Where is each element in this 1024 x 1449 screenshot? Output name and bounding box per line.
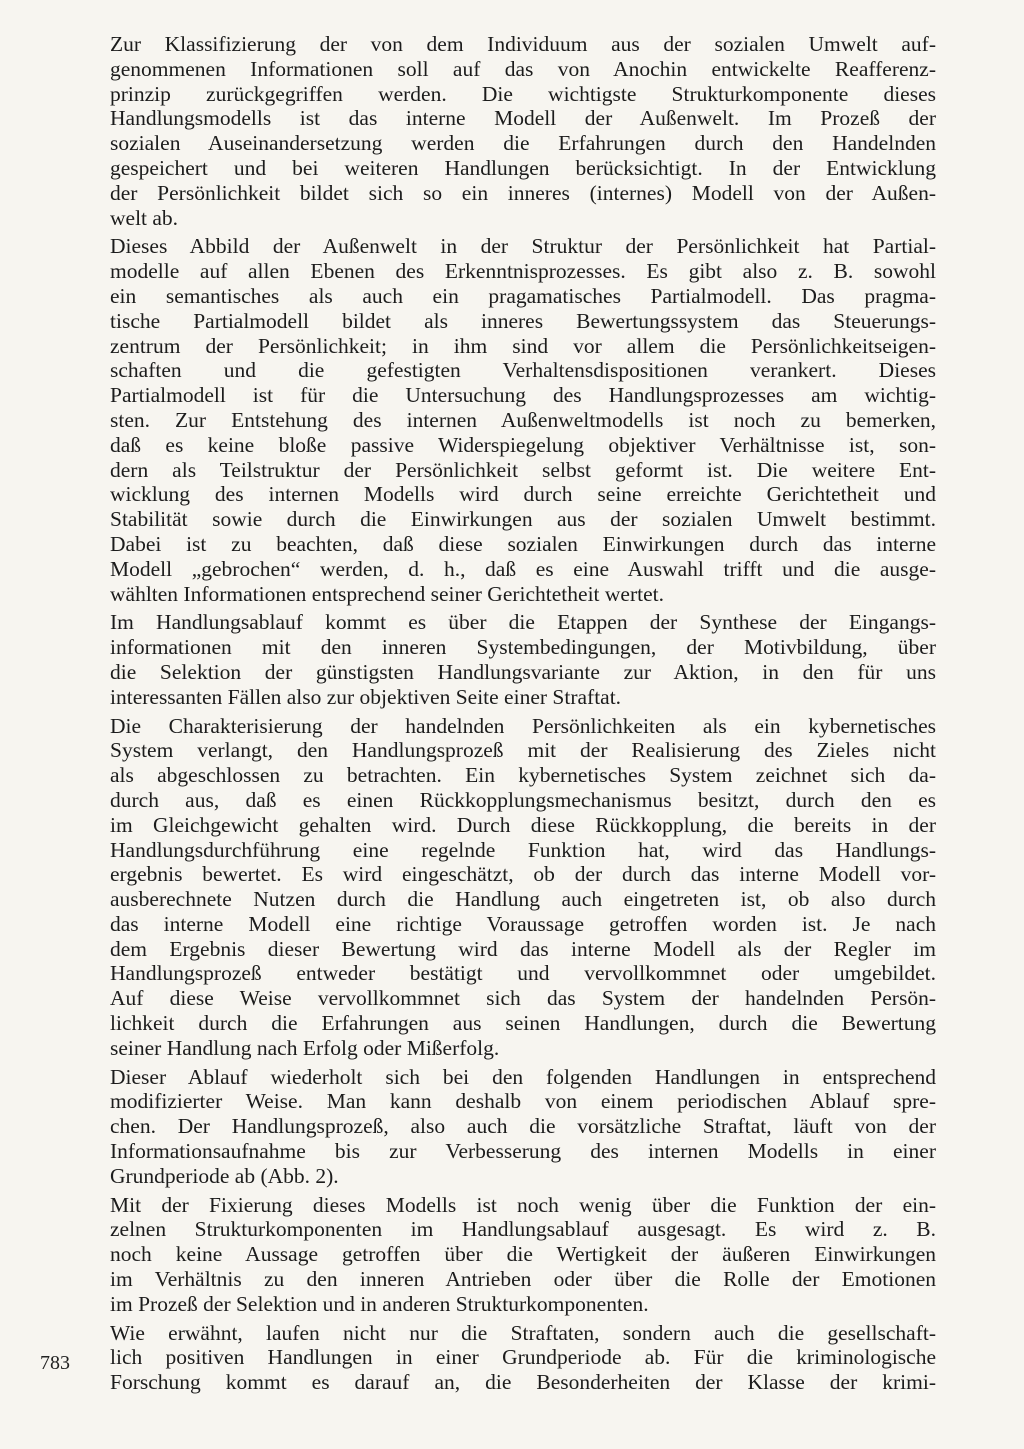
text-line: im Gleichgewicht gehalten wird. Durch diese Rückkopplung, die bereits in der — [110, 812, 936, 837]
text-line: als abgeschlossen zu betrachten. Ein kybernetisches System zeichnet sich da- — [110, 763, 936, 788]
text-line: im Prozeß der Selektion und in anderen Strukturkomponenten. — [110, 1291, 649, 1316]
text-line: Zur Klassifizierung der von dem Individuum aus der sozialen Umwelt auf- — [110, 32, 936, 56]
document-body — [110, 32, 936, 1395]
text-line: welt ab. — [110, 205, 179, 230]
text-line: Grundperiode ab (Abb. 2). — [110, 1163, 339, 1188]
paragraph — [110, 1065, 936, 1189]
text-line: Modell „gebrochen“ werden, d. h., daß es eine Auswahl trifft und die ausge- — [110, 556, 936, 581]
text-line: interessanten Fällen also zur objektiven Seite einer Straftat. — [110, 684, 622, 709]
text-line: Auf diese Weise vervollkommnet sich das System der handelnden Persön- — [110, 986, 936, 1011]
text-line: ausberechnete Nutzen durch die Handlung auch eingetreten ist, ob also durch — [110, 887, 936, 912]
text-line: zelnen Strukturkomponenten im Handlungsablauf ausgesagt. Es wird z. B. — [110, 1217, 936, 1242]
text-line: daß es keine bloße passive Widerspiegelung objektiver Verhältnisse ist, son- — [110, 432, 936, 457]
text-line: System verlangt, den Handlungsprozeß mit der Realisierung des Zieles nicht — [110, 738, 936, 763]
text-line: Handlungsprozeß entweder bestätigt und vervollkommnet oder umgebildet. — [110, 961, 936, 986]
text-line: gespeichert und bei weiteren Handlungen berücksichtigt. In der Entwicklung — [110, 155, 936, 180]
text-line: ergebnis bewertet. Es wird eingeschätzt, ob der durch das interne Modell vor- — [110, 862, 936, 887]
paragraph — [110, 610, 936, 709]
text-line: zentrum der Persönlichkeit; in ihm sind vor allem die Persönlichkeitseigen- — [110, 333, 936, 358]
text-line: Informationsaufnahme bis zur Verbesserung des internen Modells in einer — [110, 1139, 936, 1164]
page-number: 783 — [40, 1352, 70, 1374]
text-line: lich positiven Handlungen in einer Grundperiode ab. Für die kriminologische — [110, 1345, 936, 1370]
text-line: Handlungsmodells ist das interne Modell der Außenwelt. Im Prozeß der — [110, 106, 936, 131]
text-line: Handlungsdurchführung eine regelnde Funktion hat, wird das Handlungs- — [110, 837, 936, 862]
text-line: modifizierter Weise. Man kann deshalb von einem periodischen Ablauf spre- — [110, 1089, 936, 1114]
text-line: lichkeit durch die Erfahrungen aus seinen Handlungen, durch die Bewertung — [110, 1011, 936, 1036]
text-line: Mit der Fixierung dieses Modells ist noch wenig über die Funktion der ein- — [110, 1192, 936, 1217]
text-line: wicklung des internen Modells wird durch seine erreichte Gerichtetheit und — [110, 482, 936, 507]
text-line: Dieses Abbild der Außenwelt in der Struktur der Persönlichkeit hat Partial- — [110, 234, 936, 259]
text-line: chen. Der Handlungsprozeß, also auch die vorsätzliche Straftat, läuft von der — [110, 1114, 936, 1139]
text-line: noch keine Aussage getroffen über die Wertigkeit der äußeren Einwirkungen — [110, 1242, 936, 1267]
text-line: durch aus, daß es einen Rückkopplungsmechanismus besitzt, durch den es — [110, 787, 936, 812]
text-line: dem Ergebnis dieser Bewertung wird das interne Modell als der Regler im — [110, 936, 936, 961]
text-line: ein semantisches als auch ein pragamatisches Partialmodell. Das pragma- — [110, 283, 936, 308]
text-line: Die Charakterisierung der handelnden Persönlichkeiten als ein kybernetisches — [110, 713, 936, 738]
text-line: Forschung kommt es darauf an, die Besonderheiten der Klasse der krimi- — [110, 1370, 936, 1395]
text-line: der Persönlichkeit bildet sich so ein inneres (internes) Modell von der Außen- — [110, 180, 936, 205]
text-line: Dabei ist zu beachten, daß diese sozialen Einwirkungen durch das interne — [110, 531, 936, 556]
paragraph — [110, 234, 936, 606]
text-line: dern als Teilstruktur der Persönlichkeit selbst geformt ist. Die weitere Ent- — [110, 457, 936, 482]
text-line: die Selektion der günstigsten Handlungsvariante zur Aktion, in den für uns — [110, 659, 936, 684]
paragraph — [110, 1321, 936, 1395]
text-line: sozialen Auseinandersetzung werden die Erfahrungen durch den Handelnden — [110, 131, 936, 156]
text-line: Dieser Ablauf wiederholt sich bei den folgenden Handlungen in entsprechend — [110, 1064, 936, 1089]
text-line: seiner Handlung nach Erfolg oder Mißerfolg. — [110, 1035, 500, 1060]
text-line: schaften und die gefestigten Verhaltensdispositionen verankert. Dieses — [110, 358, 936, 383]
text-line: wählten Informationen entsprechend seiner Gerichtetheit wertet. — [110, 581, 664, 606]
text-line: Wie erwähnt, laufen nicht nur die Straftaten, sondern auch die gesellschaft- — [110, 1320, 936, 1345]
paragraph — [110, 1193, 936, 1317]
paragraph — [110, 714, 936, 1061]
text-line: modelle auf allen Ebenen des Erkenntnisprozesses. Es gibt also z. B. sowohl — [110, 259, 936, 284]
text-line: Im Handlungsablauf kommt es über die Etappen der Synthese der Eingangs- — [110, 610, 936, 635]
text-line: tische Partialmodell bildet als inneres Bewertungssystem das Steuerungs- — [110, 308, 936, 333]
text-line: genommenen Informationen soll auf das von Anochin entwickelte Reafferenz- — [110, 56, 936, 81]
text-line: Partialmodell ist für die Untersuchung des Handlungsprozesses am wichtig- — [110, 383, 936, 408]
text-line: informationen mit den inneren Systembedingungen, der Motivbildung, über — [110, 635, 936, 660]
paragraph — [110, 32, 936, 230]
text-line: das interne Modell eine richtige Voraussage getroffen worden ist. Je nach — [110, 911, 936, 936]
text-line: Stabilität sowie durch die Einwirkungen aus der sozialen Umwelt bestimmt. — [110, 507, 936, 532]
text-line: im Verhältnis zu den inneren Antrieben oder über die Rolle der Emotionen — [110, 1267, 936, 1292]
text-line: prinzip zurückgegriffen werden. Die wichtigste Strukturkomponente dieses — [110, 81, 936, 106]
text-line: sten. Zur Entstehung des internen Außenweltmodells ist noch zu bemerken, — [110, 407, 936, 432]
